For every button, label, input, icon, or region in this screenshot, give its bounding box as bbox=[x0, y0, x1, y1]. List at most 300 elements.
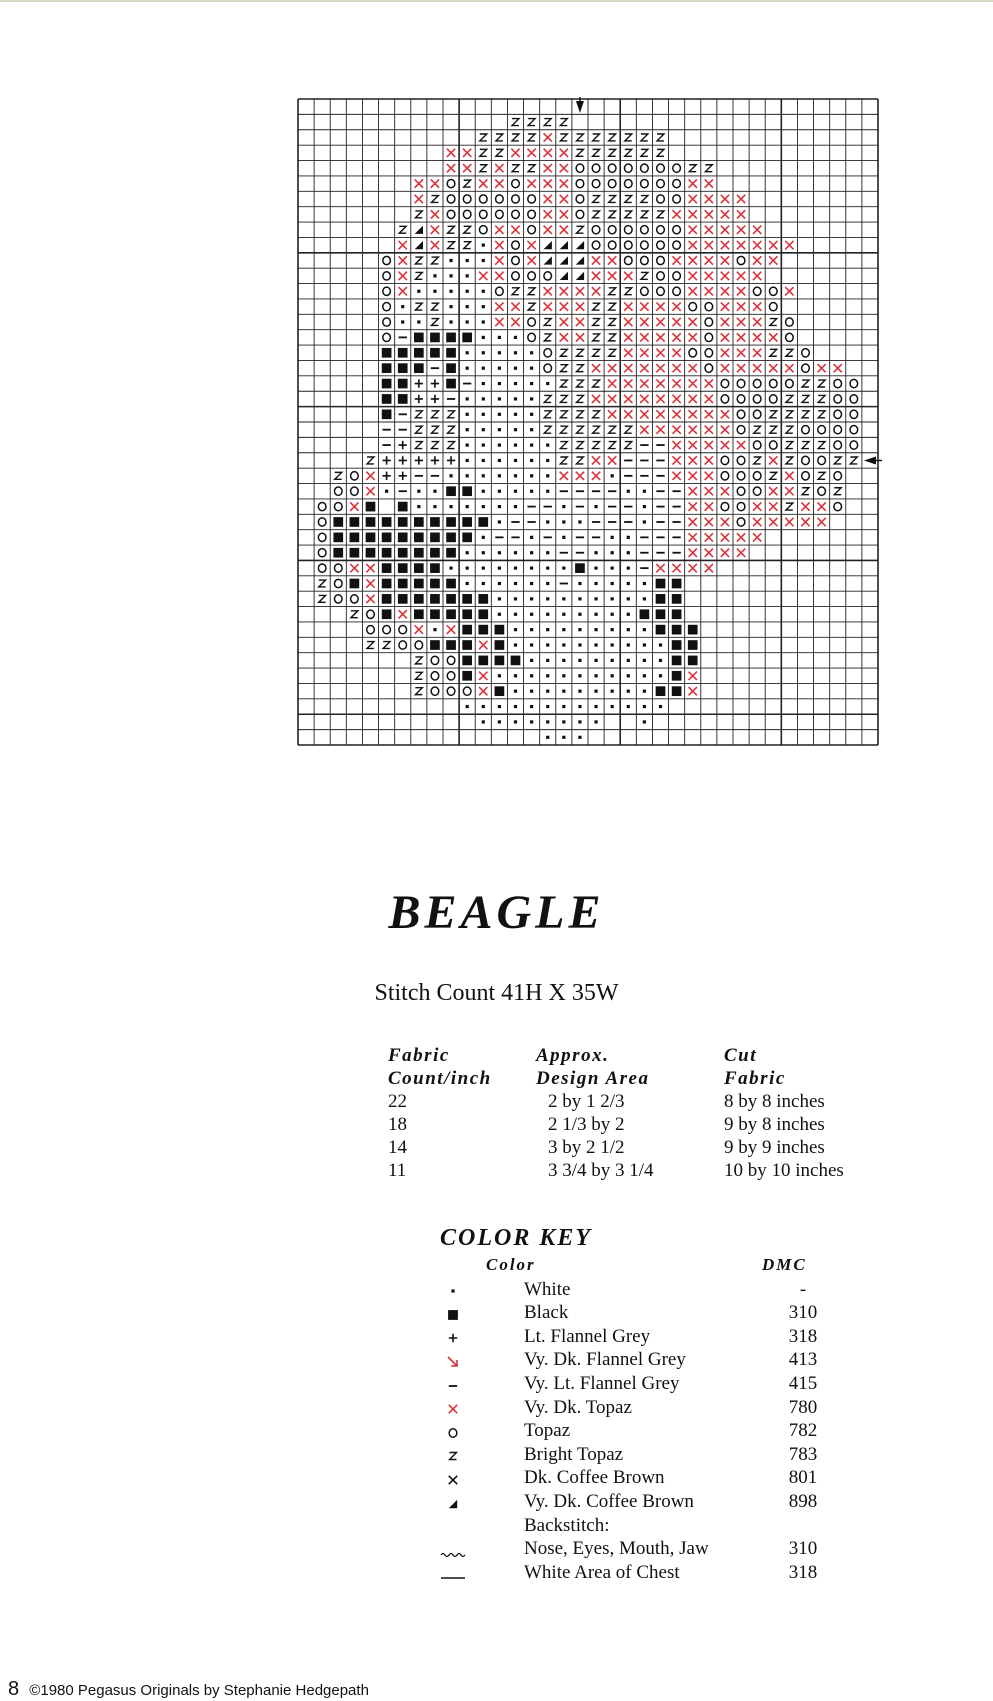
chart-stitch-cell bbox=[495, 256, 503, 264]
chart-stitch-cell bbox=[382, 409, 392, 419]
chart-stitch-cell bbox=[786, 411, 793, 418]
chart-stitch-cell bbox=[448, 411, 455, 418]
chart-stitch-cell bbox=[673, 164, 681, 172]
chart-stitch-cell bbox=[514, 597, 517, 600]
chart-stitch-cell bbox=[576, 149, 583, 156]
chart-stitch-cell bbox=[446, 486, 456, 496]
chart-stitch-cell bbox=[511, 318, 519, 326]
chart-stitch-cell bbox=[514, 628, 517, 631]
chart-stitch-cell bbox=[544, 272, 552, 280]
chart-stitch-cell bbox=[705, 179, 713, 187]
chart-stitch-cell bbox=[624, 302, 632, 310]
chart-stitch-cell bbox=[705, 410, 713, 418]
chart-stitch-cell bbox=[399, 472, 407, 480]
chart-stitch-cell bbox=[530, 643, 533, 646]
chart-stitch-cell bbox=[466, 474, 469, 477]
color-key-item bbox=[440, 1467, 818, 1491]
chart-stitch-cell bbox=[431, 319, 438, 326]
chart-stitch-cell bbox=[431, 210, 439, 218]
chart-stitch-cell bbox=[530, 413, 533, 416]
chart-stitch-cell bbox=[611, 597, 614, 600]
chart-stitch-cell bbox=[546, 643, 549, 646]
chart-stitch-cell bbox=[594, 705, 597, 708]
chart-stitch-cell bbox=[850, 441, 858, 449]
cut-fabric: 9 by 8 inches bbox=[724, 1114, 825, 1135]
chart-stitch-cell bbox=[514, 674, 517, 677]
chart-stitch-cell bbox=[479, 641, 487, 649]
chart-stitch-cell bbox=[482, 336, 485, 339]
chart-stitch-cell bbox=[334, 502, 342, 510]
chart-stitch-cell bbox=[640, 349, 648, 357]
chart-stitch-cell bbox=[495, 241, 503, 249]
chart-stitch-cell bbox=[640, 333, 648, 341]
chart-stitch-cell bbox=[350, 548, 360, 558]
black-triangle-icon bbox=[440, 1491, 466, 1513]
chart-stitch-cell bbox=[514, 643, 517, 646]
chart-stitch-cell bbox=[609, 149, 616, 156]
chart-stitch-cell bbox=[528, 303, 535, 310]
chart-stitch-cell bbox=[398, 502, 408, 512]
chart-stitch-cell bbox=[530, 690, 533, 693]
chart-stitch-cell bbox=[546, 459, 549, 462]
chart-stitch-cell bbox=[334, 579, 342, 587]
chart-stitch-cell bbox=[496, 287, 504, 295]
chart-stitch-cell bbox=[802, 364, 810, 372]
chart-stitch-cell bbox=[754, 426, 761, 433]
chart-stitch-cell bbox=[753, 287, 761, 295]
chart-stitch-cell bbox=[463, 195, 471, 203]
z-icon bbox=[440, 1444, 466, 1466]
chart-stitch-cell bbox=[689, 226, 697, 234]
chart-stitch-cell bbox=[657, 164, 665, 172]
filled-square-icon bbox=[440, 1302, 466, 1324]
chart-stitch-cell bbox=[656, 333, 664, 341]
chart-stitch-cell bbox=[641, 164, 649, 172]
color-name: Black bbox=[524, 1302, 569, 1324]
chart-stitch-cell bbox=[627, 490, 630, 493]
chart-stitch-cell bbox=[672, 210, 680, 218]
chart-stitch-cell bbox=[818, 380, 825, 387]
color-key-item bbox=[440, 1349, 818, 1373]
chart-stitch-cell bbox=[689, 379, 697, 387]
chart-stitch-cell bbox=[447, 164, 455, 172]
chart-stitch-cell bbox=[562, 720, 565, 723]
chart-stitch-cell bbox=[351, 595, 359, 603]
chart-stitch-cell bbox=[495, 226, 503, 234]
chart-stitch-cell bbox=[514, 428, 517, 431]
color-key-header bbox=[440, 1255, 807, 1279]
chart-stitch-cell bbox=[611, 659, 614, 662]
chart-stitch-cell bbox=[656, 349, 664, 357]
chart-stitch-cell bbox=[430, 333, 440, 343]
chart-stitch-cell bbox=[466, 505, 469, 508]
chart-stitch-cell bbox=[479, 179, 487, 187]
chart-stitch-cell bbox=[462, 333, 472, 343]
chart-stitch-cell bbox=[689, 349, 697, 357]
chart-stitch-cell bbox=[785, 364, 793, 372]
chart-stitch-cell bbox=[546, 736, 549, 739]
chart-stitch-cell bbox=[498, 551, 501, 554]
chart-stitch-cell bbox=[786, 349, 793, 356]
chart-stitch-cell bbox=[608, 379, 616, 387]
chart-stitch-cell bbox=[592, 272, 600, 280]
design-area: 3 by 2 1/2 bbox=[548, 1137, 625, 1158]
chart-stitch-cell bbox=[498, 336, 501, 339]
plus-icon bbox=[440, 1326, 466, 1348]
chart-stitch-cell bbox=[608, 456, 616, 464]
chart-stitch-cell bbox=[689, 564, 697, 572]
chart-stitch-cell bbox=[818, 395, 825, 402]
color-key-item bbox=[440, 1443, 818, 1468]
chart-stitch-cell bbox=[689, 672, 697, 680]
chart-stitch-cell bbox=[625, 196, 632, 203]
chart-stitch-cell bbox=[576, 302, 584, 310]
chart-stitch-cell bbox=[721, 379, 729, 387]
chart-stitch-cell bbox=[625, 426, 632, 433]
chart-stitch-cell bbox=[415, 257, 422, 264]
chart-stitch-cell bbox=[594, 613, 597, 616]
chart-stitch-cell bbox=[560, 241, 568, 249]
chart-stitch-cell bbox=[721, 426, 729, 434]
chart-stitch-cell bbox=[383, 302, 391, 310]
straight-line-icon bbox=[440, 1562, 466, 1584]
chart-stitch-cell bbox=[482, 582, 485, 585]
chart-stitch-cell bbox=[496, 195, 504, 203]
chart-stitch-cell bbox=[498, 428, 501, 431]
chart-stitch-cell bbox=[594, 690, 597, 693]
chart-stitch-cell bbox=[705, 564, 713, 572]
chart-stitch-cell bbox=[449, 505, 452, 508]
chart-stitch-cell bbox=[431, 303, 438, 310]
chart-stitch-cell bbox=[576, 365, 583, 372]
chart-stitch-cell bbox=[562, 520, 565, 523]
chart-stitch-cell bbox=[447, 210, 455, 218]
chart-stitch-cell bbox=[430, 533, 440, 543]
chart-stitch-cell bbox=[640, 379, 648, 387]
chart-stitch-cell bbox=[753, 333, 761, 341]
chart-stitch-cell bbox=[753, 502, 761, 510]
chart-stitch-cell bbox=[398, 394, 408, 404]
chart-stitch-cell bbox=[560, 395, 567, 402]
chart-stitch-cell bbox=[463, 687, 471, 695]
chart-stitch-cell bbox=[643, 490, 646, 493]
chart-stitch-cell bbox=[785, 241, 793, 249]
chart-stitch-cell bbox=[705, 287, 713, 295]
chart-stitch-cell bbox=[656, 564, 664, 572]
chart-stitch-cell bbox=[351, 611, 358, 618]
chart-stitch-cell bbox=[656, 594, 666, 604]
chart-stitch-cell bbox=[689, 333, 697, 341]
chart-stitch-cell bbox=[640, 410, 648, 418]
chart-stitch-cell bbox=[350, 579, 360, 589]
chart-stitch-cell bbox=[382, 548, 392, 558]
chart-stitch-cell bbox=[672, 441, 680, 449]
chart-stitch-cell bbox=[769, 456, 777, 464]
chart-stitch-cell bbox=[431, 257, 438, 264]
chart-stitch-cell bbox=[530, 367, 533, 370]
chart-stitch-cell bbox=[398, 517, 408, 527]
chart-stitch-cell bbox=[479, 687, 487, 695]
chart-stitch-cell bbox=[737, 241, 745, 249]
chart-stitch-cell bbox=[530, 567, 533, 570]
chart-stitch-cell bbox=[689, 287, 697, 295]
chart-stitch-cell bbox=[382, 379, 392, 389]
chart-stitch-cell bbox=[466, 320, 469, 323]
chart-stitch-cell bbox=[414, 517, 424, 527]
color-key-item bbox=[440, 1278, 807, 1303]
dmc-number: 782 bbox=[788, 1420, 818, 1442]
chart-stitch-cell bbox=[462, 517, 472, 527]
chart-stitch-cell bbox=[462, 671, 472, 681]
chart-stitch-cell bbox=[624, 364, 632, 372]
chart-stitch-cell bbox=[446, 548, 456, 558]
chart-stitch-cell bbox=[511, 302, 519, 310]
chart-stitch-cell bbox=[672, 302, 680, 310]
chart-stitch-cell bbox=[834, 488, 841, 495]
cross-stitch-chart bbox=[0, 0, 993, 830]
chart-stitch-cell bbox=[560, 134, 567, 141]
chart-stitch-cell bbox=[673, 226, 681, 234]
dmc-number: 783 bbox=[788, 1443, 818, 1465]
chart-stitch-cell bbox=[498, 674, 501, 677]
chart-stitch-cell bbox=[608, 164, 616, 172]
chart-stitch-cell bbox=[462, 533, 472, 543]
chart-stitch-cell bbox=[850, 395, 858, 403]
chart-stitch-cell bbox=[608, 256, 616, 264]
chart-stitch-cell bbox=[688, 656, 698, 666]
chart-stitch-cell bbox=[447, 179, 455, 187]
chart-stitch-cell bbox=[802, 426, 810, 434]
chart-stitch-cell bbox=[785, 287, 793, 295]
chart-stitch-cell bbox=[446, 348, 456, 358]
chart-stitch-cell bbox=[753, 302, 761, 310]
chart-stitch-cell bbox=[431, 226, 439, 234]
chart-stitch-cell bbox=[657, 134, 664, 141]
chart-stitch-cell bbox=[737, 256, 745, 264]
chart-stitch-cell bbox=[578, 582, 581, 585]
chart-stitch-cell bbox=[498, 597, 501, 600]
chart-stitch-cell bbox=[608, 241, 616, 249]
chart-stitch-cell bbox=[466, 567, 469, 570]
chart-stitch-cell bbox=[417, 490, 420, 493]
chart-stitch-cell bbox=[560, 226, 568, 234]
chart-stitch-cell bbox=[430, 548, 440, 558]
chart-stitch-cell bbox=[399, 610, 407, 618]
chart-stitch-cell bbox=[643, 674, 646, 677]
chart-stitch-cell bbox=[512, 195, 520, 203]
chart-stitch-cell bbox=[530, 382, 533, 385]
chart-stitch-cell bbox=[594, 720, 597, 723]
chart-stitch-cell bbox=[611, 613, 614, 616]
chart-stitch-cell bbox=[318, 533, 326, 541]
chart-stitch-cell bbox=[498, 413, 501, 416]
chart-stitch-cell bbox=[544, 195, 552, 203]
chart-stitch-cell bbox=[578, 705, 581, 708]
chart-stitch-cell bbox=[609, 334, 616, 341]
chart-stitch-cell bbox=[769, 487, 777, 495]
chart-stitch-cell bbox=[657, 211, 664, 218]
chart-stitch-cell bbox=[594, 659, 597, 662]
chart-stitch-cell bbox=[737, 395, 745, 403]
chart-stitch-cell bbox=[689, 456, 697, 464]
chart-stitch-cell bbox=[417, 290, 420, 293]
chart-stitch-cell bbox=[656, 379, 664, 387]
design-area: 3 3/4 by 3 1/4 bbox=[548, 1160, 654, 1181]
chart-stitch-cell bbox=[656, 426, 664, 434]
chart-stitch-cell bbox=[672, 609, 682, 619]
chart-stitch-cell bbox=[672, 472, 680, 480]
chart-stitch-cell bbox=[528, 318, 536, 326]
chart-stitch-cell bbox=[611, 567, 614, 570]
chart-stitch-cell bbox=[818, 487, 826, 495]
chart-stitch-cell bbox=[382, 579, 392, 589]
chart-stitch-cell bbox=[462, 640, 472, 650]
chart-stitch-cell bbox=[672, 318, 680, 326]
chart-stitch-cell bbox=[753, 410, 761, 418]
chart-stitch-cell bbox=[466, 459, 469, 462]
chart-stitch-cell bbox=[624, 256, 632, 264]
chart-stitch-cell bbox=[512, 210, 520, 218]
chart-stitch-cell bbox=[673, 272, 681, 280]
chart-stitch-cell bbox=[446, 517, 456, 527]
chart-stitch-cell bbox=[721, 272, 729, 280]
chart-stitch-cell bbox=[578, 643, 581, 646]
chart-stitch-cell bbox=[463, 149, 471, 157]
chart-stitch-cell bbox=[689, 518, 697, 526]
chart-stitch-cell bbox=[562, 674, 565, 677]
color-key-item bbox=[440, 1302, 818, 1326]
chart-stitch-cell bbox=[415, 411, 422, 418]
chart-stitch-cell bbox=[431, 379, 439, 387]
chart-stitch-cell bbox=[482, 382, 485, 385]
chart-stitch-cell bbox=[431, 179, 439, 187]
chart-stitch-cell bbox=[625, 288, 632, 295]
chart-stitch-cell bbox=[850, 410, 858, 418]
chart-stitch-cell bbox=[446, 379, 456, 389]
chart-stitch-cell bbox=[496, 134, 503, 141]
chart-stitch-cell bbox=[544, 133, 552, 141]
chart-stitch-cell bbox=[544, 241, 552, 249]
chart-stitch-cell bbox=[672, 579, 682, 589]
chart-stitch-cell bbox=[433, 628, 436, 631]
chart-stitch-cell bbox=[737, 379, 745, 387]
chart-stitch-cell bbox=[482, 351, 485, 354]
chart-stitch-cell bbox=[350, 564, 358, 572]
chart-stitch-cell bbox=[530, 597, 533, 600]
chart-stitch-cell bbox=[786, 426, 793, 433]
chart-stitch-cell bbox=[415, 195, 423, 203]
chart-stitch-cell bbox=[560, 287, 568, 295]
header-approx: Approx. bbox=[536, 1045, 610, 1066]
chart-stitch-cell bbox=[482, 259, 485, 262]
chart-stitch-cell bbox=[578, 597, 581, 600]
chart-stitch-cell bbox=[705, 241, 713, 249]
chart-stitch-cell bbox=[447, 456, 455, 464]
chart-stitch-cell bbox=[737, 502, 745, 510]
chart-stitch-cell bbox=[528, 134, 535, 141]
chart-stitch-cell bbox=[753, 349, 761, 357]
chart-stitch-cell bbox=[382, 563, 392, 573]
dmc-number: 310 bbox=[788, 1302, 818, 1324]
chart-stitch-cell bbox=[562, 705, 565, 708]
chart-stitch-cell bbox=[576, 333, 584, 341]
chart-stitch-cell bbox=[482, 305, 485, 308]
chart-stitch-cell bbox=[656, 302, 664, 310]
chart-stitch-cell bbox=[672, 594, 682, 604]
chart-stitch-cell bbox=[576, 395, 583, 402]
chart-stitch-cell bbox=[641, 287, 649, 295]
chart-stitch-cell bbox=[544, 179, 552, 187]
chart-stitch-cell bbox=[609, 349, 616, 356]
chart-stitch-cell bbox=[627, 597, 630, 600]
chart-stitch-cell bbox=[398, 379, 408, 389]
chart-stitch-cell bbox=[562, 690, 565, 693]
chart-stitch-cell bbox=[446, 609, 456, 619]
chart-stitch-cell bbox=[482, 413, 485, 416]
chart-stitch-cell bbox=[546, 582, 549, 585]
chart-stitch-cell bbox=[576, 241, 584, 249]
chart-stitch-cell bbox=[560, 272, 568, 280]
chart-stitch-cell bbox=[592, 164, 600, 172]
chart-stitch-cell bbox=[786, 442, 793, 449]
chart-stitch-cell bbox=[464, 226, 471, 233]
chart-stitch-cell bbox=[625, 149, 632, 156]
chart-stitch-cell bbox=[705, 364, 713, 372]
chart-stitch-cell bbox=[466, 274, 469, 277]
chart-stitch-cell bbox=[449, 274, 452, 277]
chart-stitch-cell bbox=[482, 536, 485, 539]
chart-stitch-cell bbox=[546, 382, 549, 385]
page-footer bbox=[8, 1678, 369, 1701]
chart-stitch-cell bbox=[769, 518, 777, 526]
chart-stitch-cell bbox=[643, 705, 646, 708]
chart-stitch-cell bbox=[318, 564, 326, 572]
chart-stitch-cell bbox=[672, 686, 682, 696]
chart-stitch-cell bbox=[482, 428, 485, 431]
chart-stitch-cell bbox=[737, 441, 745, 449]
chart-stitch-cell bbox=[527, 149, 535, 157]
chart-stitch-cell bbox=[479, 672, 487, 680]
chart-stitch-cell bbox=[495, 640, 505, 650]
chart-stitch-cell bbox=[673, 179, 681, 187]
chart-stitch-cell bbox=[834, 410, 842, 418]
chart-stitch-cell bbox=[672, 379, 680, 387]
chart-stitch-cell bbox=[721, 364, 729, 372]
chart-stitch-cell bbox=[480, 149, 487, 156]
copyright: ©1980 Pegasus Originals by Stephanie Hedgepath bbox=[29, 1682, 369, 1699]
chart-stitch-cell bbox=[399, 441, 407, 449]
chart-stitch-cell bbox=[705, 395, 713, 403]
chart-stitch-cell bbox=[625, 134, 632, 141]
chart-stitch-cell bbox=[462, 486, 472, 496]
chart-stitch-cell bbox=[530, 613, 533, 616]
chart-stitch-cell bbox=[624, 410, 632, 418]
chart-stitch-cell bbox=[383, 287, 391, 295]
chart-stitch-cell bbox=[415, 179, 423, 187]
color-name: White bbox=[524, 1278, 571, 1300]
chart-stitch-cell bbox=[818, 411, 825, 418]
page-number: 8 bbox=[8, 1678, 20, 1700]
chart-stitch-cell bbox=[627, 690, 630, 693]
color-name: Vy. Dk. Topaz bbox=[524, 1396, 632, 1418]
chart-stitch-cell bbox=[415, 426, 422, 433]
chart-stitch-cell bbox=[398, 563, 408, 573]
chart-stitch-cell bbox=[611, 628, 614, 631]
chart-stitch-cell bbox=[498, 490, 501, 493]
chart-stitch-cell bbox=[318, 518, 326, 526]
chart-stitch-cell bbox=[431, 196, 438, 203]
chart-stitch-cell bbox=[592, 256, 600, 264]
